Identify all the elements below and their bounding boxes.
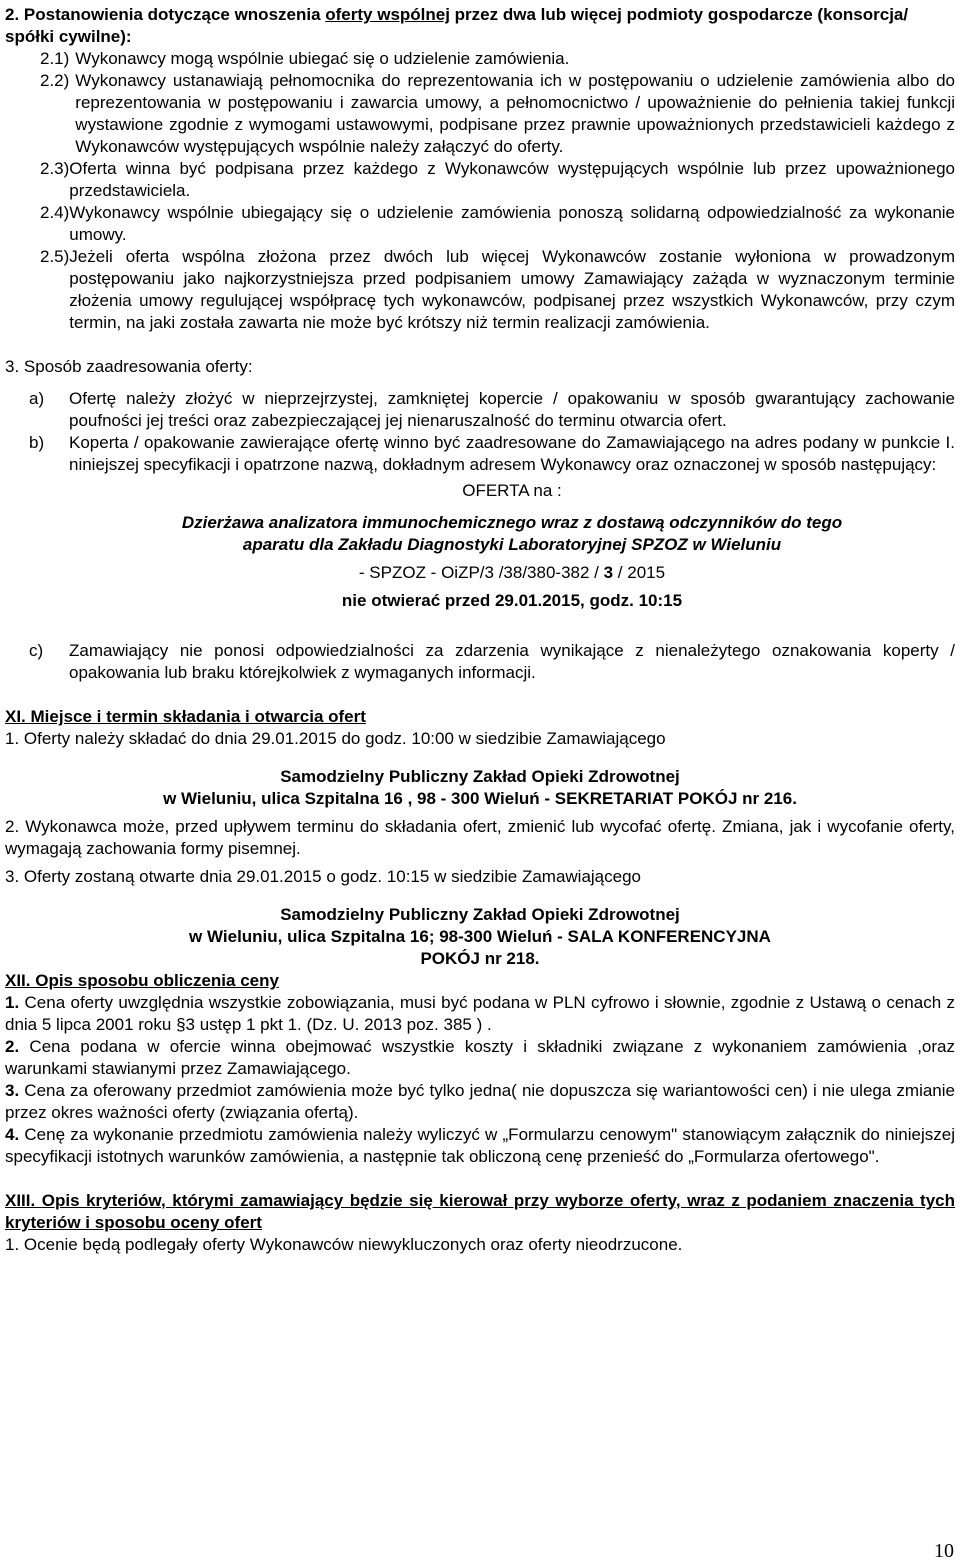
- item-number: 2.4): [40, 203, 70, 222]
- price-item-number: 1.: [5, 993, 20, 1012]
- item-2-3: [40, 158, 955, 202]
- list-text: Koperta / opakowanie zawierające ofertę winno być zaadresowane do Zamawiającego na adres podany w punkcie I. niniejszej specyfikacji i opatrzone nazwą, dokładnym adresem Wykonawcy oraz oznaczonej w sposób następujący:: [69, 433, 955, 474]
- price-item-number: 3.: [5, 1081, 20, 1100]
- price-item-1: [5, 992, 955, 1036]
- list-marker: a): [29, 389, 45, 408]
- list-item-a: [29, 388, 955, 432]
- item-number: 2.1): [40, 49, 70, 68]
- reference-bold: 3: [603, 563, 614, 582]
- section-xiii: [5, 1190, 955, 1256]
- oferta-label: OFERTA na :: [462, 481, 562, 500]
- section-xi-p3: 3. Oferty zostaną otwarte dnia 29.01.2015 o godz. 10:15 w siedzibie Zamawiającego: [5, 867, 641, 886]
- section-2-heading: [5, 4, 955, 48]
- item-number: 2.2): [40, 71, 70, 90]
- item-text: Wykonawcy mogą wspólnie ubiegać się o udzielenie zamówienia.: [75, 49, 570, 68]
- list-item-b: [29, 432, 955, 476]
- page-number: 10: [934, 1540, 954, 1562]
- item-number: 2.3): [40, 159, 70, 178]
- list-text: Zamawiający nie ponosi odpowiedzialności za zdarzenia wynikające z nienależytego oznakowania koperty / opakowania lub braku którejkolwiek z wymaganych informacji.: [69, 641, 955, 682]
- list-marker: c): [29, 641, 44, 660]
- price-item-text: Cena za oferowany przedmiot zamówienia może być tylko jedna( nie dopuszcza się wariantowości cen) i nie ulega zmianie przez okres ważności oferty (związania ofertą).: [5, 1081, 955, 1122]
- heading-text-suffix: przez dwa lub więcej podmioty gospodarcze (konsorcja/ spółki cywilne):: [5, 5, 909, 46]
- item-number: 2.5): [40, 247, 70, 266]
- price-item-text: Cena oferty uwzględnia wszystkie zobowiązania, musi być podana w PLN cyfrowo i słownie, zgodnie z Ustawą o cenach z dnia 5 lipca 2001 roku §3 ustęp 1 pkt 1. (Dz. U. 2013 poz. 385 ) .: [5, 993, 955, 1034]
- price-item-text: Cena podana w ofercie winna obejmować wszystkie koszty i składniki związane z wykonaniem zamówienia ,oraz warunkami stawianymi przez Zamawiającego.: [5, 1037, 955, 1078]
- section-xi-p2: 2. Wykonawca może, przed upływem terminu do składania ofert, zmienić lub wycofać ofertę. Zmiana, jak i wycofanie oferty, wymagają zachowania formy pisemnej.: [5, 817, 955, 858]
- price-item-number: 4.: [5, 1125, 20, 1144]
- address-2-line-2: w Wieluniu, ulica Szpitalna 16; 98-300 Wieluń - SALA KONFERENCYJNA: [189, 927, 771, 946]
- section-3-list: [29, 388, 955, 684]
- reference-suffix: / 2015: [613, 563, 666, 582]
- list-marker: b): [29, 433, 45, 452]
- do-not-open-notice: nie otwierać przed 29.01.2015, godz. 10:15: [341, 591, 683, 610]
- item-2-1: [40, 48, 955, 70]
- heading-link-text: oferty wspólnej: [325, 5, 450, 24]
- address-1-line-1: Samodzielny Publiczny Zakład Opieki Zdrowotnej: [280, 767, 680, 786]
- item-2-5: [40, 246, 955, 334]
- list-item-c: [29, 640, 955, 684]
- address-1-line-2: w Wieluniu, ulica Szpitalna 16 , 98 - 300 Wieluń - SEKRETARIAT POKÓJ nr 216.: [163, 789, 797, 808]
- reference-number: [69, 562, 955, 584]
- item-2-2: [40, 70, 955, 158]
- price-item-number: 2.: [5, 1037, 20, 1056]
- tender-title-line-2: aparatu dla Zakładu Diagnostyki Laboratoryjnej SPZOZ w Wieluniu: [242, 535, 782, 554]
- price-item-2: [5, 1036, 955, 1080]
- item-text: Wykonawcy wspólnie ubiegający się o udzielenie zamówienia ponoszą solidarną odpowiedzialność za wykonanie umowy.: [69, 203, 955, 244]
- list-text: Ofertę należy złożyć w nieprzejrzystej, zamkniętej kopercie / opakowaniu w sposób gwarantujący zachowanie poufności jej treści oraz zabezpieczającej jej nienaruszalność do terminu otwarcia ofert.: [69, 389, 955, 430]
- section-xiii-heading: XIII. Opis kryteriów, którymi zamawiający będzie się kierował przy wyborze oferty, wraz z podaniem znaczenia tych kryteriów i sposobu oceny ofert: [5, 1191, 955, 1232]
- reference-prefix: - SPZOZ - OiZP/3 /38/380-382 /: [358, 563, 604, 582]
- document-page: [5, 4, 955, 1256]
- tender-title-line-1: Dzierżawa analizatora immunochemicznego wraz z dostawą odczynników do tego: [181, 513, 843, 532]
- address-2-line-1: Samodzielny Publiczny Zakład Opieki Zdrowotnej: [280, 905, 680, 924]
- section-3-heading: 3. Sposób zaadresowania oferty:: [5, 357, 253, 376]
- section-xiii-p1: 1. Ocenie będą podlegały oferty Wykonawców niewykluczonych oraz oferty nieodrzucone.: [5, 1235, 683, 1254]
- section-2-items: [40, 48, 955, 334]
- section-2: [5, 4, 955, 334]
- price-item-text: Cenę za wykonanie przedmiotu zamówienia należy wyliczyć w „Formularzu cenowym" stanowiącym załącznik do niniejszej specyfikacji istotnych warunków zamówienia, a następnie tak obliczoną cenę przenieść do „Formularza ofertowego".: [5, 1125, 955, 1166]
- price-item-4: [5, 1124, 955, 1168]
- item-text: Wykonawcy ustanawiają pełnomocnika do reprezentowania ich w postępowaniu o udzielenie zamówienia albo do reprezentowania w postępowaniu i zawarcia umowy, a pełnomocnictwo / upoważnienie do pełnienia takiej funkcji wystawione zgodnie z wymogami ustawowymi, podpisane przez prawnie upoważnionych przedstawicieli każdego z Wykonawców występujących wspólnie należy załączyć do oferty.: [75, 71, 955, 156]
- price-item-3: [5, 1080, 955, 1124]
- section-xi: [5, 706, 955, 970]
- heading-text: 2. Postanowienia dotyczące wnoszenia: [5, 5, 326, 24]
- address-2-line-3: POKÓJ nr 218.: [420, 949, 540, 968]
- item-text: Jeżeli oferta wspólna złożona przez dwóch lub więcej Wykonawców zostanie wyłoniona w prowadzonym postępowaniu jako najkorzystniejsza przed podpisaniem umowy Zamawiający zażąda w wyznaczonym terminie złożenia umowy regulującej współpracę tych wykonawców, podpisanej przez wszystkich Wykonawców, przy czym termin, na jaki została zawarta nie może być krótszy niż termin realizacji zamówienia.: [69, 247, 955, 332]
- section-3: [5, 356, 955, 684]
- section-xii-heading: XII. Opis sposobu obliczenia ceny: [5, 971, 279, 990]
- section-xii: [5, 970, 955, 1168]
- section-xi-heading: XI. Miejsce i termin składania i otwarcia ofert: [5, 707, 366, 726]
- item-2-4: [40, 202, 955, 246]
- section-xi-p1: 1. Oferty należy składać do dnia 29.01.2015 do godz. 10:00 w siedzibie Zamawiającego: [5, 729, 666, 748]
- item-text: Oferta winna być podpisana przez każdego z Wykonawców występujących wspólnie lub przez upoważnionego przedstawiciela.: [69, 159, 955, 200]
